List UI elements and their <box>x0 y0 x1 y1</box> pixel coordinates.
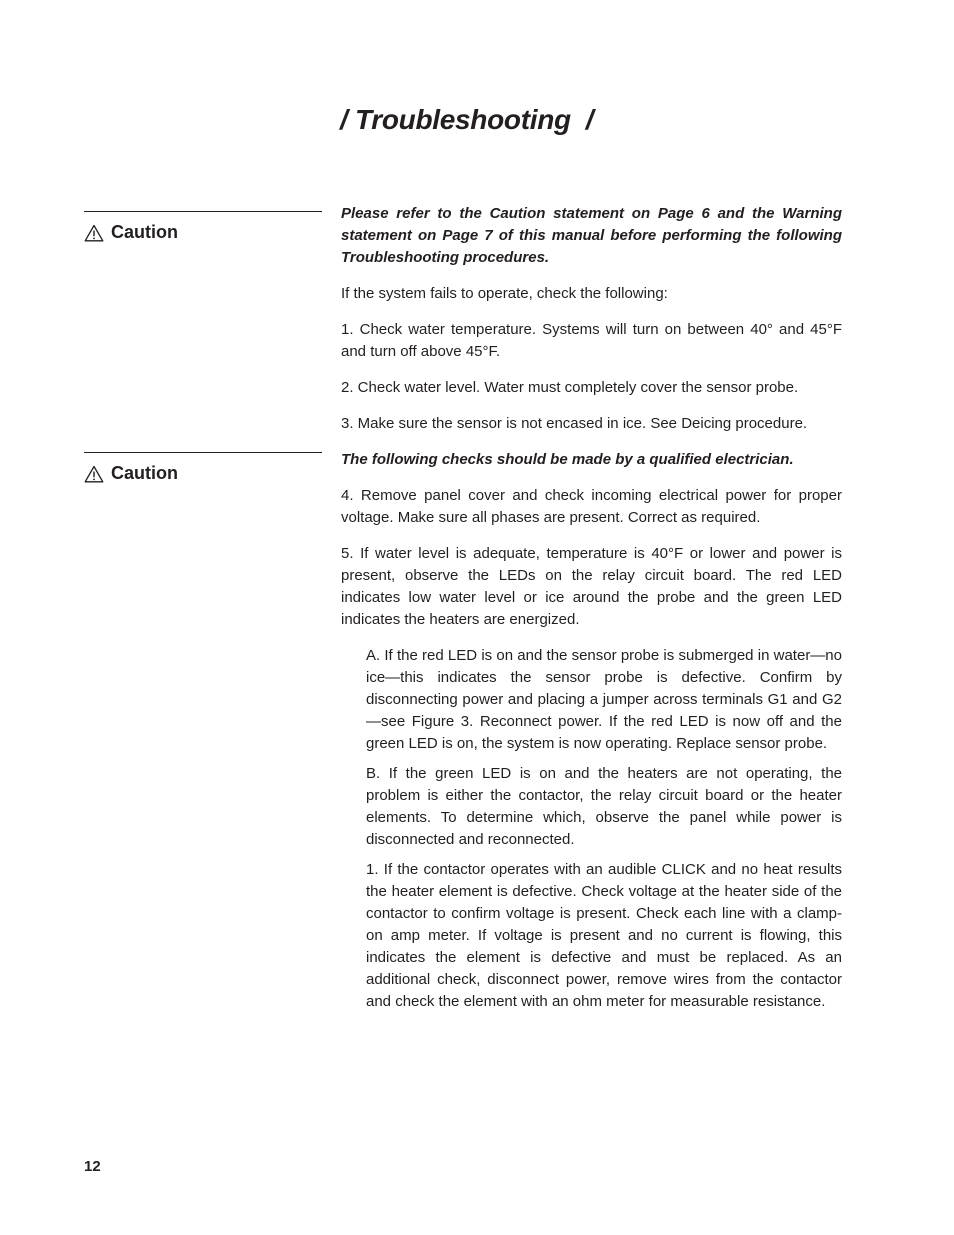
check-intro: If the system fails to operate, check the following: <box>341 285 668 302</box>
step-3: 3. Make sure the sensor is not encased in ice. See Deicing procedure. <box>341 415 808 432</box>
step-1: 1. Check water temperature. Systems will turn on between 40° and 45°F and turn off above 45°F. <box>341 321 842 360</box>
electrician-note: The following checks should be made by a qualified electrician. <box>341 451 794 468</box>
caution-block-2 <box>84 452 322 484</box>
step-2: 2. Check water level. Water must completely cover the sensor probe. <box>341 379 799 396</box>
caution-label: Caution <box>111 222 178 242</box>
step-4: 4. Remove panel cover and check incoming electrical power for proper voltage. Make sure all phases are present. Correct as required. <box>341 487 842 526</box>
intro-caution-text: Please refer to the Caution statement on Page 6 and the Warning statement on Page 7 of this manual before performing the following Troubleshooting procedures. <box>341 205 842 266</box>
sub-step-a: A. If the red LED is on and the sensor probe is submerged in water—no ice—this indicates the sensor probe is defective. Confirm by disconnecting power and placing a jumper across terminals G1 and G2—see Figure 3. Reconnect power. If the red LED is now off and the green LED is on, the system is now operating. Replace sensor probe. <box>366 647 842 752</box>
sub-step-b: B. If the green LED is on and the heaters are not operating, the problem is either the contactor, the relay circuit board or the heater elements. To determine which, observe the panel while power is disconnected and reconnected. <box>366 765 842 848</box>
sub-steps <box>366 645 842 1013</box>
main-content <box>341 203 842 1021</box>
page-number: 12 <box>84 1158 101 1175</box>
caution-block-1 <box>84 211 322 243</box>
warning-triangle-icon <box>84 465 104 483</box>
sub-step-b-1: 1. If the contactor operates with an audible CLICK and no heat results the heater element is defective. Check voltage at the heater side of the contactor to confirm voltage is present. Check each line with a clamp-on amp meter. If voltage is present and no current is flowing, this indicates the element is defective and must be replaced. As an additional check, disconnect power, remove wires from the contactor and check the element with an ohm meter for measurable resistance. <box>366 861 842 1010</box>
step-5: 5. If water level is adequate, temperature is 40°F or lower and power is present, observe the LEDs on the relay circuit board. The red LED indicates low water level or ice around the probe and the green LED indicates the heaters are energized. <box>341 545 842 628</box>
page-title: / Troubleshooting / <box>340 104 594 135</box>
warning-triangle-icon <box>84 224 104 242</box>
caution-label: Caution <box>111 463 178 483</box>
